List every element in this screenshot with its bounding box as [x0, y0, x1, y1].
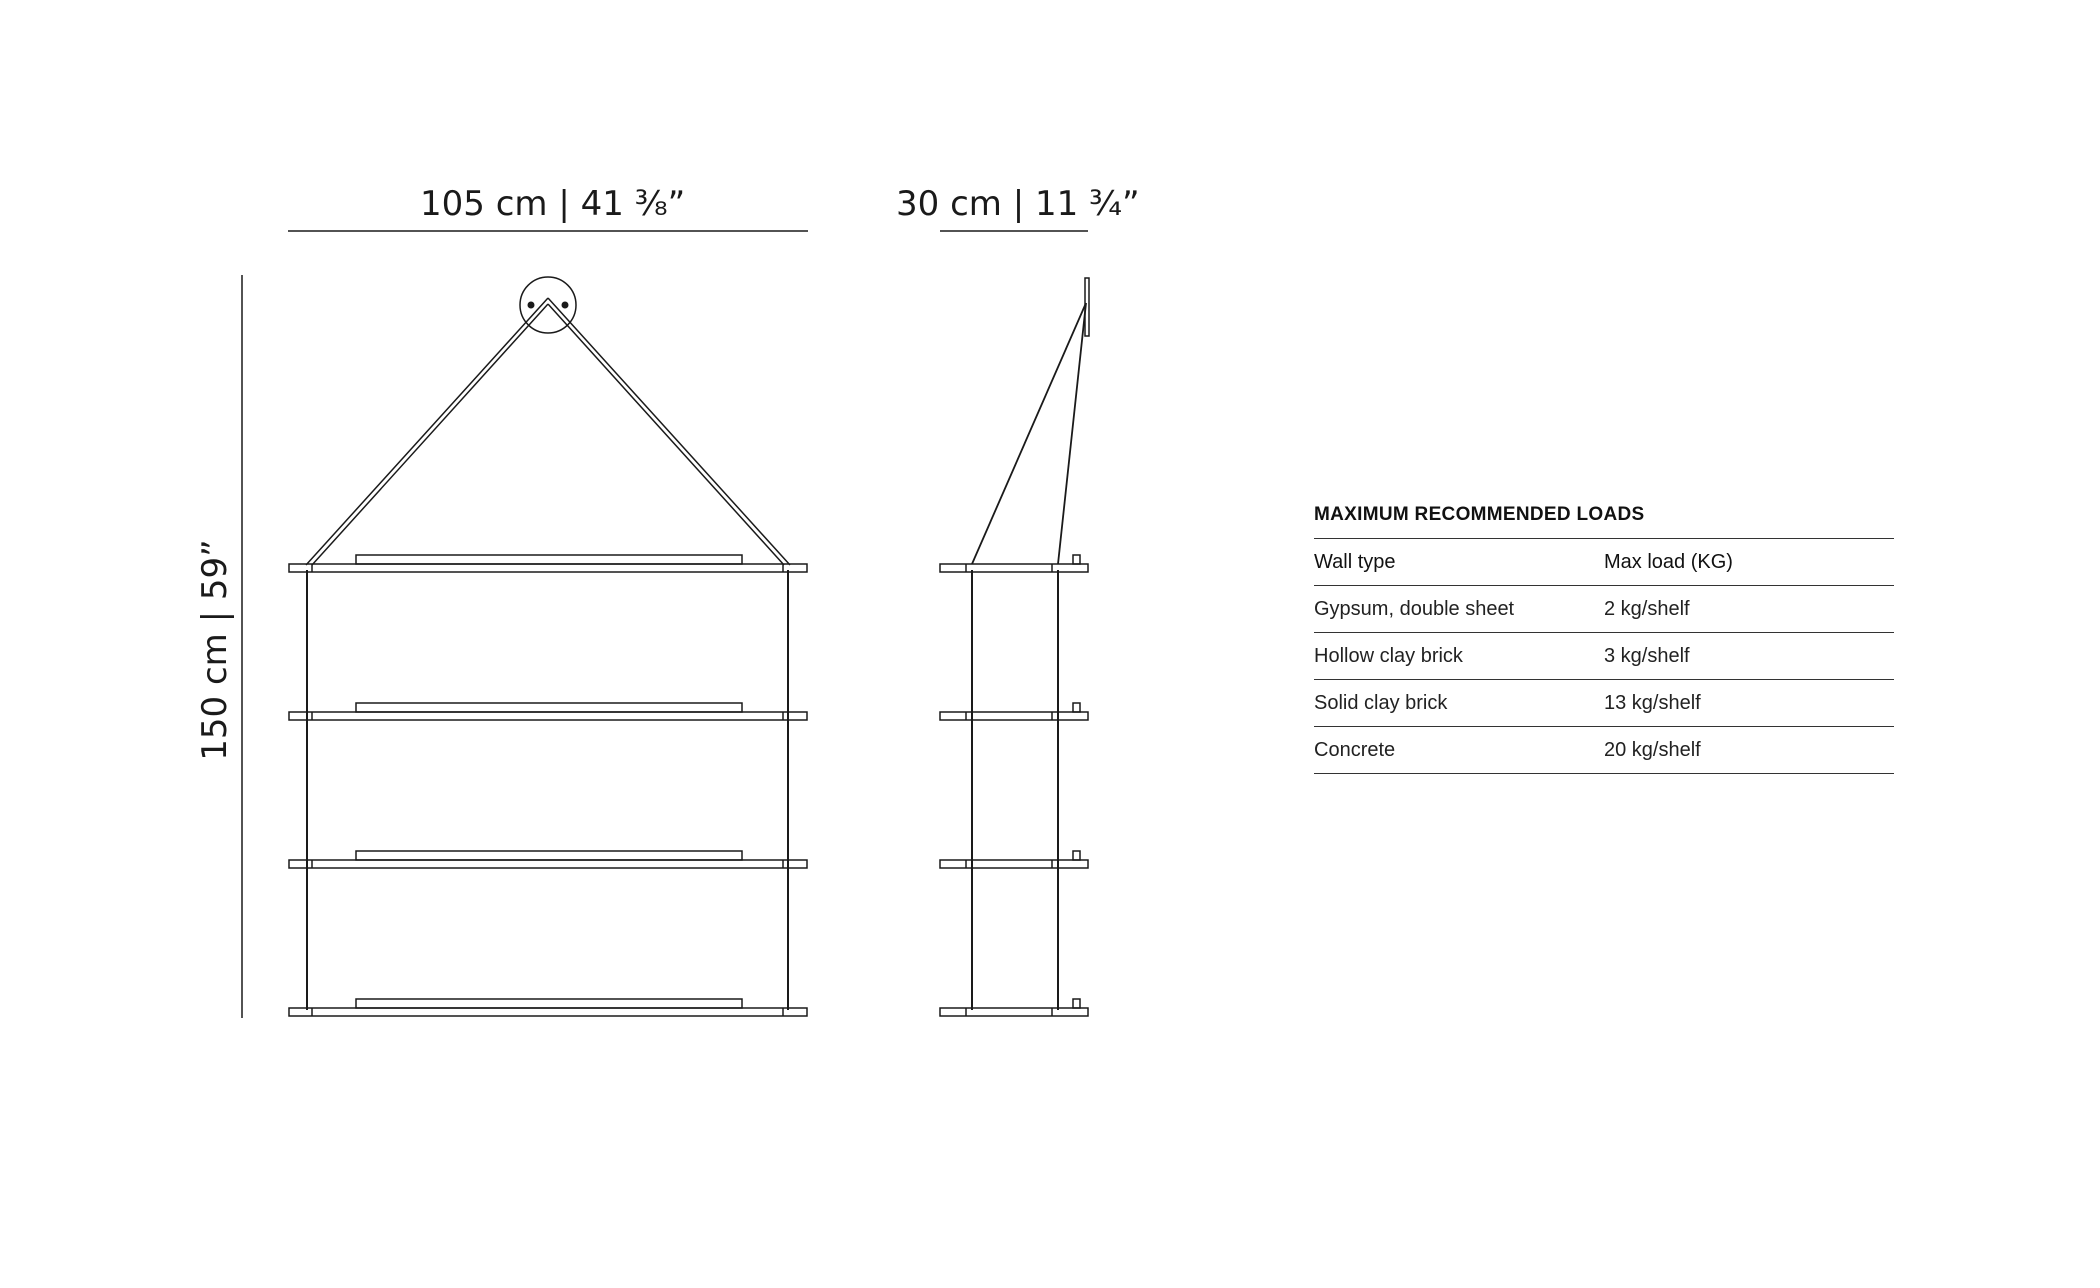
- front-shelf: [289, 999, 807, 1016]
- max-load-cell: 20 kg/shelf: [1604, 727, 1894, 774]
- loads-table-title: MAXIMUM RECOMMENDED LOADS: [1314, 502, 1894, 539]
- wall-type-cell: Gypsum, double sheet: [1314, 586, 1604, 633]
- column-header-max-load: Max load (KG): [1604, 539, 1894, 586]
- table-row: [1314, 727, 1894, 774]
- table-header-row: [1314, 539, 1894, 586]
- table-row: [1314, 680, 1894, 727]
- hanging-strap: [306, 298, 548, 565]
- side-shelf: [940, 999, 1088, 1016]
- side-shelf: [940, 703, 1088, 720]
- side-strap: [1058, 303, 1086, 564]
- wall-type-cell: Hollow clay brick: [1314, 633, 1604, 680]
- side-shelf: [940, 851, 1088, 868]
- max-load-cell: 2 kg/shelf: [1604, 586, 1894, 633]
- max-load-cell: 3 kg/shelf: [1604, 633, 1894, 680]
- wall-type-cell: Solid clay brick: [1314, 680, 1604, 727]
- front-shelf: [289, 703, 807, 720]
- width-dimension-label: 105 cm | 41 ³⁄₈”: [420, 184, 686, 224]
- front-view: [289, 277, 807, 1016]
- table-row: [1314, 586, 1894, 633]
- mount-screw: [562, 302, 568, 308]
- side-view: [940, 278, 1089, 1016]
- side-strap: [972, 303, 1086, 564]
- front-shelf: [289, 555, 807, 572]
- column-header-wall-type: Wall type: [1314, 539, 1604, 586]
- max-loads-table: [1314, 502, 1894, 774]
- wall-type-cell: Concrete: [1314, 727, 1604, 774]
- max-load-cell: 13 kg/shelf: [1604, 680, 1894, 727]
- side-shelf: [940, 555, 1088, 572]
- height-dimension-label: 150 cm | 59”: [195, 539, 235, 761]
- table-row: [1314, 633, 1894, 680]
- depth-dimension-label: 30 cm | 11 ³⁄₄”: [896, 184, 1140, 224]
- mount-screw: [528, 302, 534, 308]
- front-shelf: [289, 851, 807, 868]
- hanging-strap: [548, 298, 790, 565]
